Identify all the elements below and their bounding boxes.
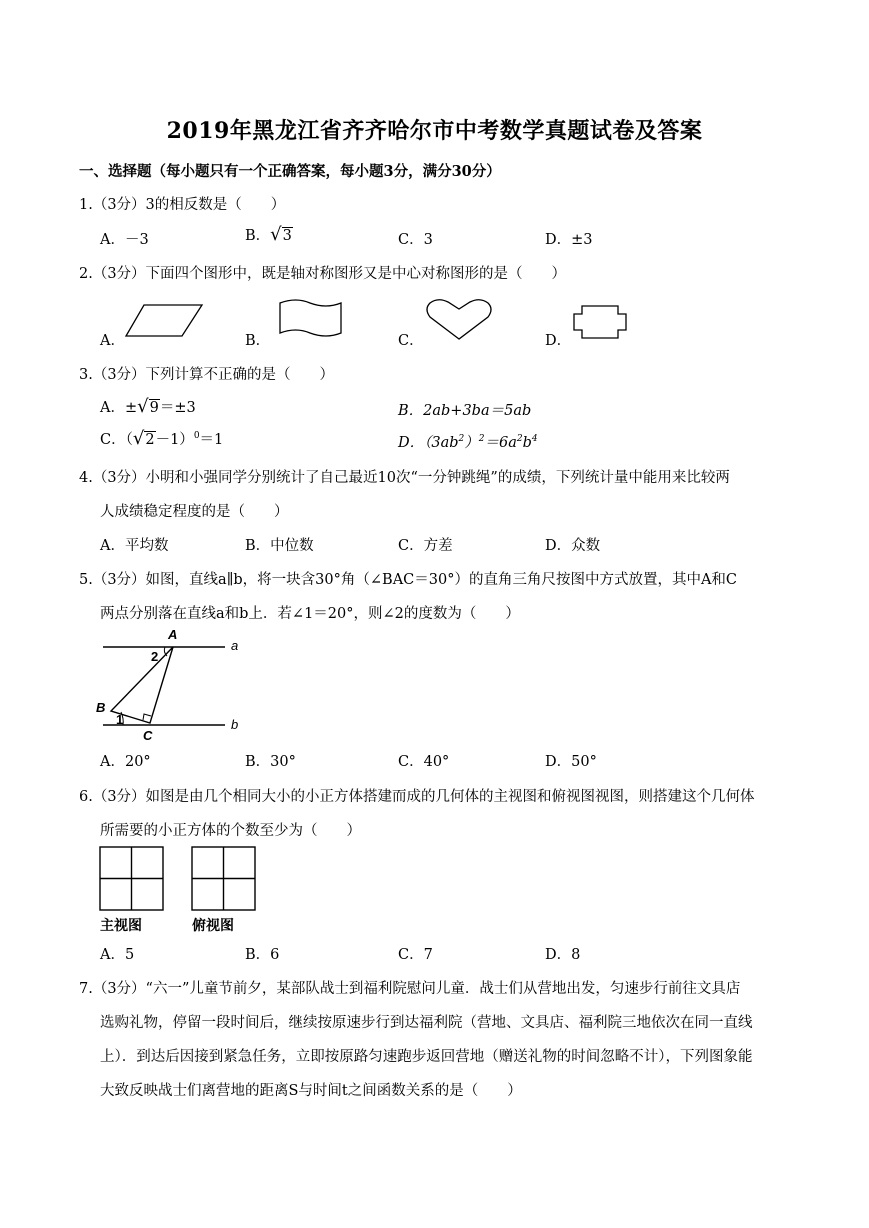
- q2-option-b: B．: [245, 333, 271, 349]
- question-7-line-1: 7.（3分）“六一”儿童节前夕，某部队战士到福利院慰问儿童．战士们从营地出发，匀速步行前往文具店: [79, 981, 741, 997]
- q1-option-d: D．±3: [545, 232, 593, 248]
- q1-option-b-radicand: 3: [282, 228, 292, 244]
- q4-option-a: A．平均数: [100, 538, 169, 554]
- q1-option-c: C．3: [398, 232, 433, 248]
- q4-option-b: B．中位数: [245, 538, 314, 554]
- q3-option-a: [100, 396, 196, 417]
- question-2-stem: 2.（3分）下面四个图形中，既是轴对称图形又是中心对称图形的是（ ）: [79, 266, 567, 282]
- q2-option-c: C．: [398, 333, 424, 349]
- flag-shape-figure: [278, 297, 344, 339]
- question-1-stem: 1.（3分）3的相反数是（ ）: [79, 197, 286, 213]
- q3-option-c-close: －1）: [155, 432, 194, 448]
- top-view-grid: [191, 846, 257, 912]
- question-6-line-2: 所需要的小正方体的个数至少为（ ）: [100, 823, 361, 839]
- q6-option-c: C．7: [398, 947, 433, 963]
- question-7-line-4: 大致反映战士们离营地的距离S与时间t之间函数关系的是（ ）: [100, 1083, 522, 1099]
- q3-option-a-result: ＝±3: [159, 400, 196, 416]
- q5-option-a: A．20°: [100, 754, 151, 770]
- q3-option-a-label: A．±: [100, 400, 138, 416]
- label-angle-1: 1: [116, 712, 124, 727]
- question-6-line-1: 6.（3分）如图是由几个相同大小的小正方体搭建而成的几何体的主视图和俯视图视图，则搭建这个几何体: [79, 789, 755, 805]
- q3-option-b: B．2ab+3ba＝5ab: [398, 403, 532, 419]
- label-angle-2: 2: [151, 649, 159, 664]
- question-3-stem: 3.（3分）下列计算不正确的是（ ）: [79, 367, 335, 383]
- cross-shape-figure: [572, 304, 628, 340]
- question-7-line-2: 选购礼物，停留一段时间后，继续按原速步行到达福利院（营地、文具店、福利院三地依次在同一直线: [100, 1015, 753, 1031]
- q5-option-d: D．50°: [545, 754, 597, 770]
- sqrt-symbol: √2: [132, 428, 155, 449]
- section-heading: 一、选择题（每小题只有一个正确答案，每小题3分，满分30分）: [79, 163, 501, 180]
- q3-option-c-result: ＝1: [199, 432, 224, 448]
- question-7-line-3: 上）．到达后因接到紧急任务，立即按原路匀速跑步返回营地（赠送礼物的时间忽略不计），下列图象能: [100, 1049, 753, 1065]
- top-view-label: 俯视图: [192, 918, 234, 934]
- q1-option-b-label: B．: [245, 228, 271, 244]
- front-view-grid: [99, 846, 165, 912]
- q5-option-b: B．30°: [245, 754, 296, 770]
- label-a: a: [231, 638, 239, 653]
- page-title: 2019年黑龙江省齐齐哈尔市中考数学真题试卷及答案: [166, 118, 703, 144]
- q3-option-d-b: b: [522, 435, 532, 451]
- q1-option-b: [245, 224, 293, 245]
- q3-option-d-exp1: 2: [458, 434, 465, 445]
- q5-option-c: C．40°: [398, 754, 450, 770]
- q3-option-d-exp4: 4: [531, 434, 538, 445]
- q3-option-d: [398, 431, 538, 452]
- q1-option-a: A．－3: [100, 232, 149, 248]
- label-B: B: [96, 700, 106, 715]
- q3-option-d-rhs: ＝6a: [484, 435, 517, 451]
- parallelogram-figure: [124, 303, 204, 339]
- question-4-line-1: 4.（3分）小明和小强同学分别统计了自己最近10次“一分钟跳绳”的成绩，下列统计量中能用来比较两: [79, 470, 730, 486]
- q3-option-a-radicand: 9: [149, 400, 159, 416]
- q4-option-d: D．众数: [545, 538, 601, 554]
- q3-option-c-exponent: 0: [193, 431, 200, 442]
- q3-option-d-exp2: 2: [478, 434, 485, 445]
- q6-option-d: D．8: [545, 947, 581, 963]
- heart-shape-figure: [424, 299, 494, 341]
- question-4-line-2: 人成绩稳定程度的是（ ）: [100, 504, 289, 520]
- label-A: A: [168, 627, 178, 642]
- q2-option-a: A．: [100, 333, 125, 349]
- q3-option-d-base: D．（3ab: [398, 435, 459, 451]
- q6-option-b: B．6: [245, 947, 280, 963]
- q3-option-c-label: C．（: [100, 432, 133, 448]
- q6-option-a: A．5: [100, 947, 135, 963]
- label-b: b: [231, 717, 239, 732]
- question-5-line-2: 两点分别落在直线a和b上．若∠1＝20°，则∠2的度数为（ ）: [100, 606, 520, 622]
- q3-option-c-radicand: 2: [145, 432, 155, 448]
- front-view-label: 主视图: [100, 918, 142, 934]
- q2-option-d: D．: [545, 333, 572, 349]
- question-5-line-1: 5.（3分）如图，直线a∥b，将一块含30°角（∠BAC＝30°）的直角三角尺按图中方式放置，其中A和C: [79, 572, 738, 588]
- sqrt-symbol: √3: [270, 224, 292, 245]
- q4-option-c: C．方差: [398, 538, 453, 554]
- right-angle-mark: [143, 714, 151, 720]
- label-C: C: [143, 728, 153, 743]
- sqrt-symbol: √9: [137, 396, 159, 417]
- q3-option-d-exp3: 2: [516, 434, 523, 445]
- parallel-lines-triangle-figure: [93, 626, 253, 746]
- q3-option-c: [100, 428, 223, 449]
- q3-option-d-paren: ）: [464, 435, 479, 451]
